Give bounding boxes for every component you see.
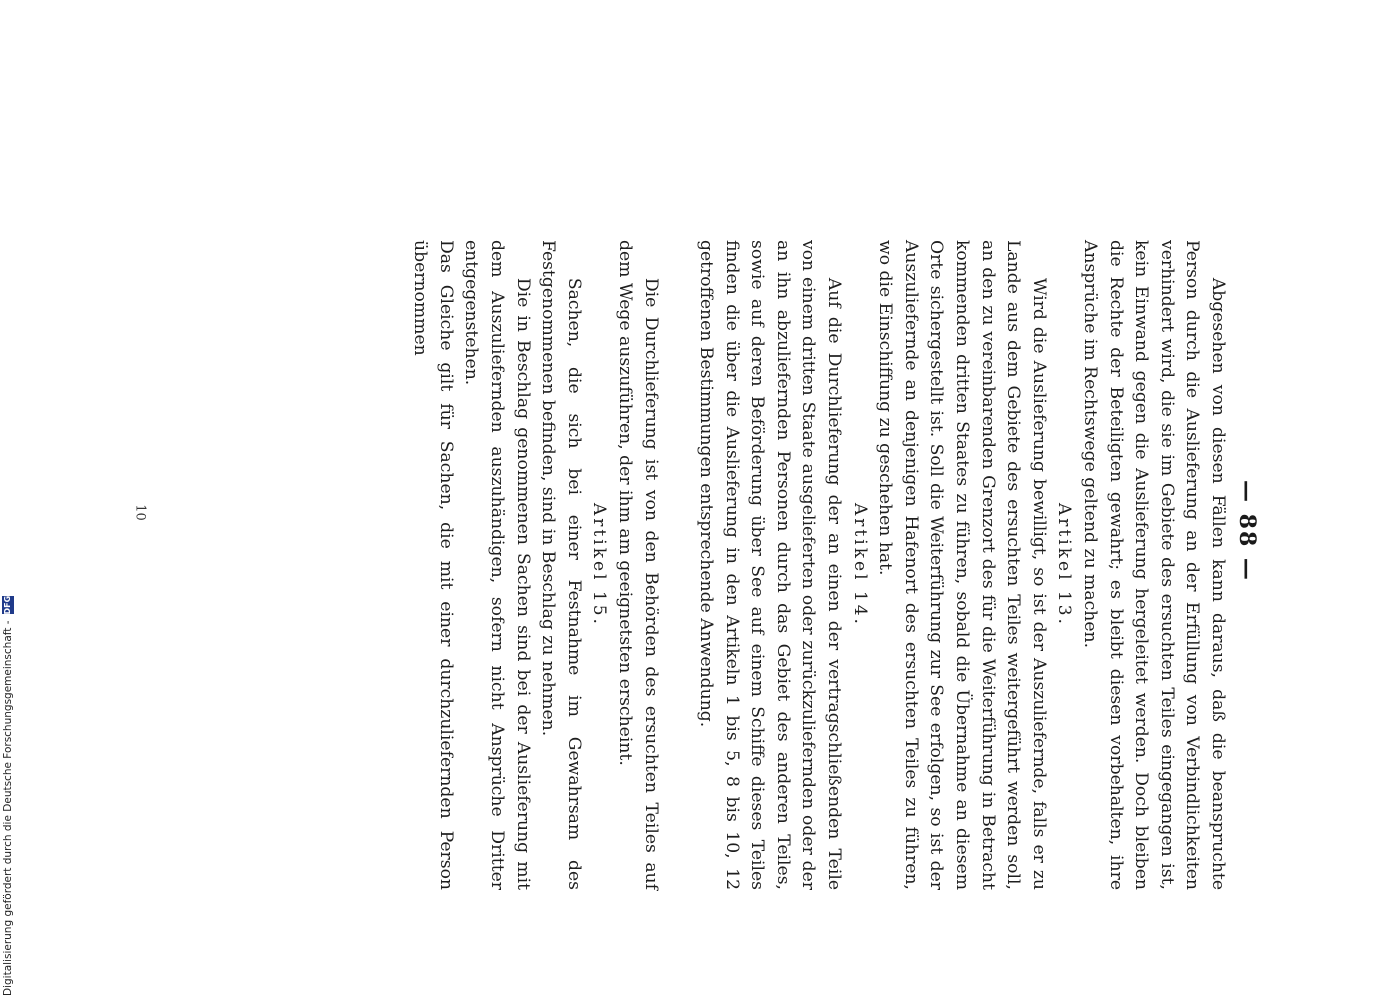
digitization-notice-text: Digitalisierung gefördert durch die Deutsche Forschungsgemeinschaft - <box>2 620 14 996</box>
paragraph-intro: Abgesehen von diesen Fällen kann daraus, daß die beanspruchte Person durch die Auslieferung an der Erfüllung von Verbindlichkeiten verhindert wird, die sie im Gebiete des ersuchten Teiles eingegangen ist, kein Einwand gegen die Auslieferung hergeleitet werden. Doch bleiben die Rechte der Beteiligten gewahrt; es bleibt diesen vorbehalten, ihre Ansprüche im Rechtswege geltend zu machen. <box>1080 240 1228 890</box>
article-14-paragraph-2: Die Durchlieferung ist von den Behörden des ersuchten Teiles auf dem Wege auszuführen, der ihm am geeignetsten erscheint. <box>614 240 661 890</box>
document-page <box>140 190 1260 890</box>
body-text <box>407 240 1230 890</box>
article-13-paragraph: Wird die Auslieferung bewilligt, so ist der Auszuliefernde, falls er zu Lande aus dem Gebiete des ersuchten Teiles weitergeführt werden soll, an den zu vereinbarenden Grenzort des für die Weiterführung in Betracht kommenden dritten Staates zu führen, sobald die Übernahme an diesem Orte sichergestellt ist. Soll die Weiterführung zur See erfolgen, so ist der Auszuliefernde an denjenigen Hafenort des ersuchten Teiles zu führen, wo die Einschiffung zu geschehen hat. <box>875 240 1049 890</box>
article-14-heading: Artikel 14. <box>849 503 870 627</box>
article-15-paragraph-3: Das Gleiche gilt für Sachen, die mit einer durchzuliefernden Person übernommen <box>410 240 456 890</box>
dfg-logo-icon[interactable]: DFG <box>3 595 12 615</box>
article-15-heading: Artikel 15. <box>589 503 610 627</box>
article-15-paragraph-2: Die in Beschlag genommenen Sachen sind bei der Auslieferung mit dem Auszuliefernden auszuhändigen, sofern nicht Ansprüche Dritter entgegenstehen. <box>461 240 533 890</box>
article-15-paragraph: Sachen, die sich bei einer Festnahme im Gewahrsam des Festgenommenen befinden, sind in Beschlag zu nehmen. <box>538 240 584 890</box>
spacer <box>663 240 693 890</box>
article-14-paragraph: Auf die Durchlieferung der an einen der vertragschließenden Teile von einem dritten Staate ausgelieferten oder zurückzuliefernden oder der an ihn abzuliefernden Personen durch das Gebiet des anderen Teiles, sowie auf deren Beförderung über See auf einem Schiffe dieses Teiles finden die über die Auslieferung in den Artikeln 1 bis 5, 8 bis 10, 12 getroffenen Bestimmungen entsprechende Anwendung. <box>696 240 845 890</box>
sheet-number: 10 <box>132 504 148 521</box>
digitization-notice <box>0 596 16 996</box>
article-13-heading: Artikel 13. <box>1054 503 1075 627</box>
page-number: — 88 — <box>1234 480 1260 582</box>
